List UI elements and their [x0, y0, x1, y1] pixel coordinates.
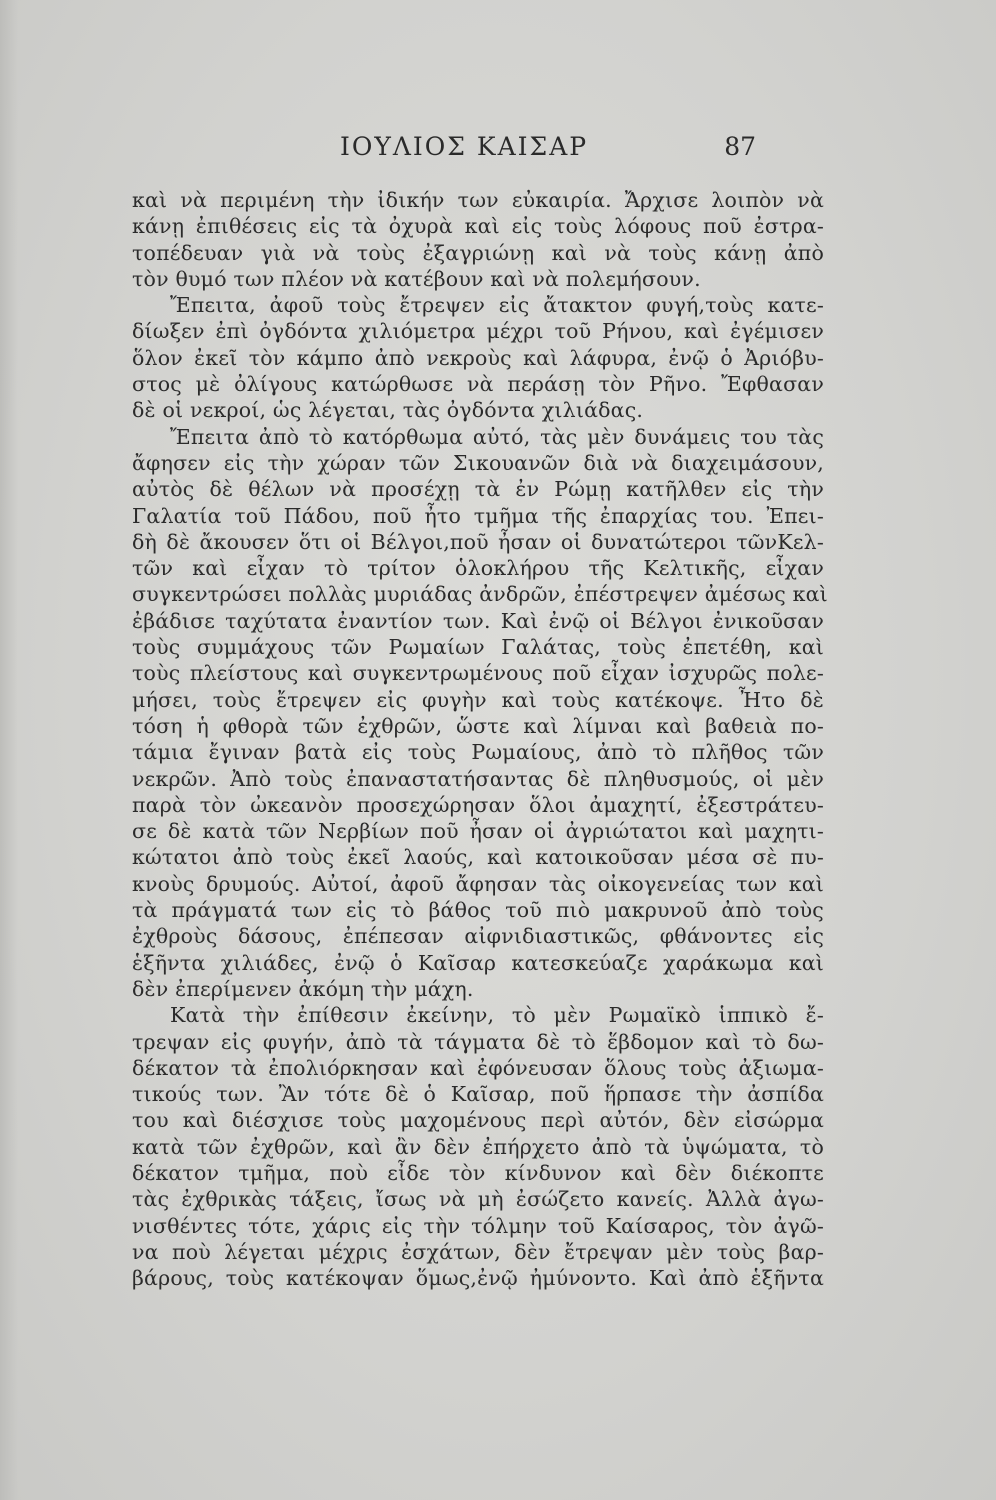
text-line: Κατὰ τὴν ἐπίθεσιν ἐκείνην, τὸ μὲν Ρωμαϊκὸ ἱππικὸ ἔ- [170, 1003, 824, 1028]
text-line: δὴ δὲ ἄκουσεν ὅτι οἱ Βέλγοι,ποῦ ἦσαν οἱ δυνατώτεροι τῶνΚελ- [132, 529, 824, 554]
text-line: δέκατον τὰ ἐπολιόρκησαν καὶ ἐφόνευσαν ὅλους τοὺς ἀξιωμα- [132, 1055, 824, 1080]
text-line: δίωξεν ἐπὶ ὀγδόντα χιλιόμετρα μέχρι τοῦ Ρήνου, καὶ ἐγέμισεν [132, 319, 824, 344]
text-line: Γαλατία τοῦ Πάδου, ποῦ ἦτο τμῆμα τῆς ἐπαρχίας του. Ἐπει- [132, 503, 824, 528]
text-line: στος μὲ ὀλίγους κατώρθωσε νὰ περάσῃ τὸν Ρῆνο. Ἔφθασαν [132, 372, 824, 397]
text-line: τόση ἡ φθορὰ τῶν ἐχθρῶν, ὥστε καὶ λίμναι καὶ βαθειὰ πο- [132, 713, 824, 738]
text-line: τὰς ἐχθρικὰς τάξεις, ἴσως νὰ μὴ ἐσώζετο κανείς. Ἀλλὰ ἀγω- [132, 1187, 824, 1212]
text-line: κώτατοι ἀπὸ τοὺς ἐκεῖ λαούς, καὶ κατοικοῦσαν μέσα σὲ πυ- [132, 845, 824, 870]
text-line: ἐχθροὺς δάσους, ἐπέπεσαν αἰφνιδιαστικῶς, φθάνοντες εἰς [132, 924, 824, 949]
page-number: 87 [724, 132, 756, 161]
text-line: τρεψαν εἰς φυγήν, ἀπὸ τὰ τάγματα δὲ τὸ ἕβδομον καὶ τὸ δω- [132, 1029, 824, 1054]
text-line: ὅλον ἐκεῖ τὸν κάμπο ἀπὸ νεκροὺς καὶ λάφυρα, ἐνῷ ὁ Ἀριόβυ- [132, 345, 824, 370]
running-title: ΙΟΥΛΙΟΣ ΚΑΙΣΑΡ [340, 132, 589, 161]
text-line: του καὶ διέσχισε τοὺς μαχομένους περὶ αὐτόν, δὲν εἰσώρμα [132, 1108, 824, 1133]
body-text [132, 187, 828, 1291]
text-line: τικούς των. Ἂν τότε δὲ ὁ Καῖσαρ, ποῦ ἥρπασε τὴν ἀσπίδα [132, 1082, 824, 1107]
text-line: ἑξῆντα χιλιάδες, ἐνῷ ὁ Καῖσαρ κατεσκεύαζε χαράκωμα καὶ [132, 950, 824, 975]
text-line: κνοὺς δρυμούς. Αὐτοί, ἀφοῦ ἄφησαν τὰς οἰκογενείας των καὶ [132, 871, 824, 896]
text-line: μήσει, τοὺς ἔτρεψεν εἰς φυγὴν καὶ τοὺς κατέκοψε. Ἦτο δὲ [132, 687, 824, 712]
text-line: κάνῃ ἐπιθέσεις εἰς τὰ ὀχυρὰ καὶ εἰς τοὺς λόφους ποῦ ἐστρα- [132, 214, 824, 239]
text-line: να ποὺ λέγεται μέχρις ἐσχάτων, δὲν ἔτρεψαν μὲν τοὺς βαρ- [132, 1239, 824, 1264]
text-line: σε δὲ κατὰ τῶν Νερβίων ποῦ ἦσαν οἱ ἀγριώτατοι καὶ μαχητι- [132, 819, 824, 844]
text-line: δὲ οἱ νεκροί, ὡς λέγεται, τὰς ὀγδόντα χιλιάδας. [132, 398, 644, 423]
text-line: παρὰ τὸν ὠκεανὸν προσεχώρησαν ὅλοι ἀμαχητί, ἐξεστράτευ- [132, 792, 824, 817]
text-line: συγκεντρώσει πολλὰς μυριάδας ἀνδρῶν, ἐπέστρεψεν ἀμέσως καὶ [132, 582, 828, 607]
text-line: καὶ νὰ περιμένη τὴν ἰδικήν των εὐκαιρία. Ἄρχισε λοιπὸν νὰ [132, 188, 824, 212]
text-line: τῶν καὶ εἶχαν τὸ τρίτον ὁλοκλήρου τῆς Κελτικῆς, εἶχαν [132, 556, 824, 581]
text-line: δέκατον τμῆμα, ποὺ εἶδε τὸν κίνδυνον καὶ δὲν διέκοπτε [132, 1160, 824, 1185]
text-line: τοὺς πλείστους καὶ συγκεντρωμένους ποῦ εἶχαν ἰσχυρῶς πολε- [132, 661, 824, 686]
text-line: Ἔπειτα, ἀφοῦ τοὺς ἔτρεψεν εἰς ἄτακτον φυγή,τοὺς κατε- [170, 293, 824, 318]
text-line: νεκρῶν. Ἀπὸ τοὺς ἐπαναστατήσαντας δὲ πληθυσμούς, οἱ μὲν [132, 766, 824, 791]
text-line: ἐβάδισε ταχύτατα ἐναντίον των. Καὶ ἐνῷ οἱ Βέλγοι ἐνικοῦσαν [132, 608, 824, 633]
text-line: τάμια ἔγιναν βατὰ εἰς τοὺς Ρωμαίους, ἀπὸ τὸ πλῆθος τῶν [132, 740, 824, 765]
text-line: βάρους, τοὺς κατέκοψαν ὅμως,ἐνῷ ἠμύνοντο. Καὶ ἀπὸ ἑξῆντα [132, 1266, 824, 1291]
text-line: τοὺς συμμάχους τῶν Ρωμαίων Γαλάτας, τοὺς ἐπετέθη, καὶ [132, 635, 824, 660]
text-line: κατὰ τῶν ἐχθρῶν, καὶ ἂν δὲν ἐπήρχετο ἀπὸ τὰ ὑψώματα, τὸ [132, 1134, 824, 1159]
text-line: ἄφησεν εἰς τὴν χώραν τῶν Σικουανῶν διὰ νὰ διαχειμάσουν, [132, 450, 824, 475]
text-line: νισθέντες τότε, χάρις εἰς τὴν τόλμην τοῦ Καίσαρος, τὸν ἀγῶ- [132, 1213, 824, 1238]
text-line: τοπέδευαν γιὰ νὰ τοὺς ἐξαγριώνῃ καὶ νὰ τοὺς κάνῃ ἀπὸ [132, 240, 824, 265]
page-header [130, 132, 820, 172]
text-line: αὐτὸς δὲ θέλων νὰ προσέχῃ τὰ ἐν Ρώμῃ κατῆλθεν εἰς τὴν [132, 477, 824, 502]
text-line: τὰ πράγματά των εἰς τὸ βάθος τοῦ πιὸ μακρυνοῦ ἀπὸ τοὺς [132, 898, 824, 923]
text-line: δὲν ἐπερίμενεν ἀκόμη τὴν μάχη. [132, 976, 474, 1001]
text-line: τὸν θυμό των πλέον νὰ κατέβουν καὶ νὰ πολεμήσουν. [132, 266, 701, 291]
text-line: Ἔπειτα ἀπὸ τὸ κατόρθωμα αὐτό, τὰς μὲν δυνάμεις του τὰς [170, 424, 824, 449]
